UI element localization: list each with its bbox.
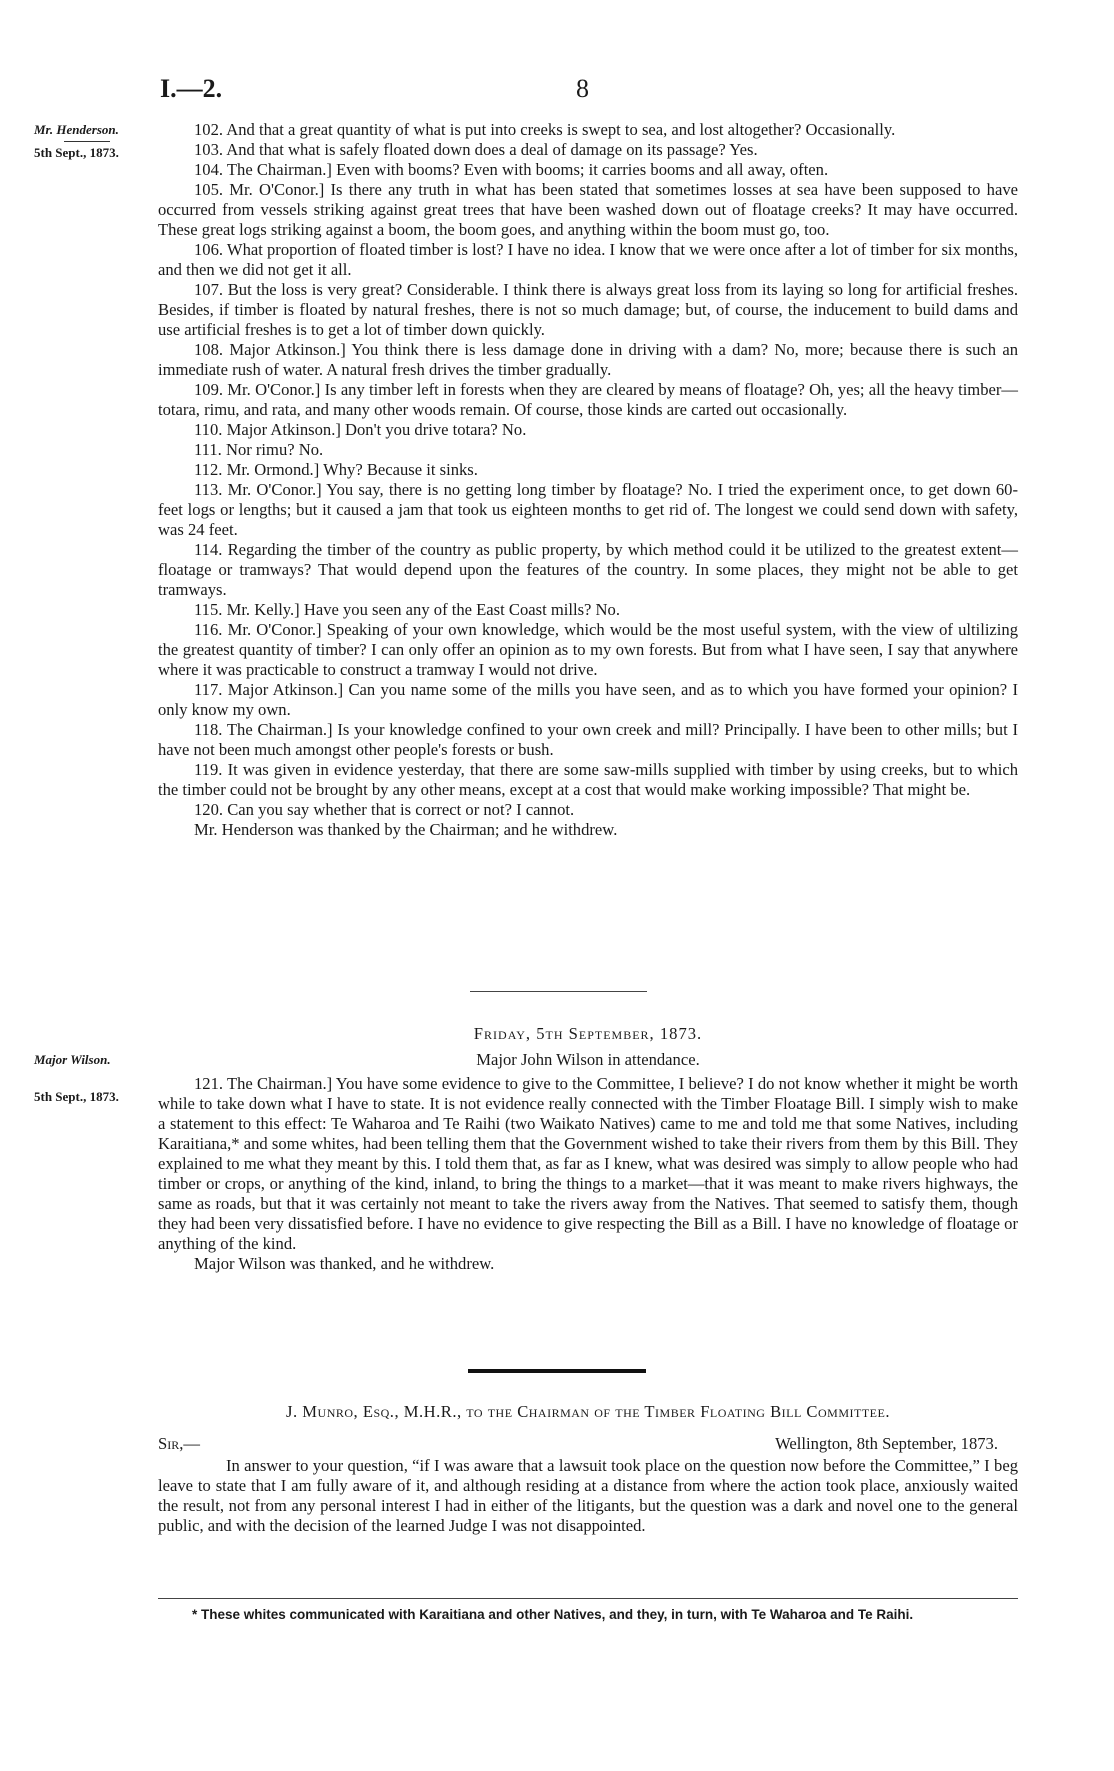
margin-note-date: 5th Sept., 1873.	[34, 145, 119, 160]
paragraph: 103. And that what is safely floated down does a deal of damage on its passage? Yes.	[194, 140, 758, 159]
paragraph: 102. And that a great quantity of what is put into creeks is swept to sea, and lost altogether? Occasionally.	[194, 120, 896, 139]
document-reference: I.—2.	[160, 74, 223, 103]
paragraph: 105. Mr. O'Conor.] Is there any truth in what has been stated that sometimes losses at sea have been supposed to have occurred from vessels striking against great trees that have been washed down out of floatage creeks? It may have occurred. These great logs striking against a boom, the boom goes, and anything within the boom must go, too.	[158, 180, 1018, 239]
munro-letter	[158, 1402, 1018, 1536]
margin-rule	[64, 141, 110, 142]
paragraph: 114. Regarding the timber of the country as public property, by which method could it be utilized to the greatest extent—floatage or tramways? That would depend upon the features of the country. In some places, they might not be able to get tramways.	[158, 540, 1018, 599]
wilson-evidence	[158, 1024, 1018, 1274]
paragraph: 112. Mr. Ormond.] Why? Because it sinks.	[194, 460, 478, 479]
paragraph: 104. The Chairman.] Even with booms? Even with booms; it carries booms and all away, often.	[194, 160, 829, 179]
paragraph: 118. The Chairman.] Is your knowledge confined to your own creek and mill? Principally. I have been to other mills; but I have not been much amongst other people's forests or bush.	[158, 720, 1018, 759]
margin-note-name: Major Wilson.	[34, 1052, 111, 1067]
letter-heading: J. Munro, Esq., M.H.R., to the Chairman of the Timber Floating Bill Committee.	[286, 1402, 890, 1421]
margin-note-henderson	[34, 120, 158, 163]
paragraph: 110. Major Atkinson.] Don't you drive totara? No.	[194, 420, 527, 439]
paragraph: 113. Mr. O'Conor.] You say, there is no getting long timber by floatage? No. I tried the experiment once, to get down 60-feet logs or lengths; but it caused a jam that took us eighteen months to get rid of. The longest we could send down with safety, was 24 feet.	[158, 480, 1018, 539]
paragraph: 107. But the loss is very great? Considerable. I think there is always great loss from its laying so long for artificial freshes. Besides, if timber is floated by natural freshes, there is not so much damage; but, of course, the inducement to build dams and use artificial freshes is to get a lot of timber down quickly.	[158, 280, 1018, 339]
section-divider	[470, 991, 647, 992]
paragraph: 115. Mr. Kelly.] Have you seen any of the East Coast mills? No.	[194, 600, 620, 619]
henderson-evidence	[158, 120, 1018, 840]
paragraph: 111. Nor rimu? No.	[194, 440, 324, 459]
letter-body: In answer to your question, “if I was aware that a lawsuit took place on the question now before the Committee,” I beg leave to state that I am fully aware of it, and although residing at a distance from where the action took place, anxiously waited the result, not from any personal interest I had in either of the litigants, but the question was a dark and novel one to the general public, and with the decision of the learned Judge I was not disappointed.	[158, 1456, 1018, 1535]
section-divider-thick	[468, 1369, 646, 1373]
salutation: Sir,—	[158, 1434, 200, 1453]
paragraph: 120. Can you say whether that is correct or not? I cannot.	[194, 800, 575, 819]
margin-note-date: 5th Sept., 1873.	[34, 1089, 119, 1104]
letter-address-line	[158, 1434, 1018, 1456]
paragraph: 109. Mr. O'Conor.] Is any timber left in forests when they are cleared by means of floatage? Oh, yes; all the heavy timber—totara, rimu, and rata, and many other woods remain. Of course, those kinds are carted out occasionally.	[158, 380, 1018, 419]
footnote: * These whites communicated with Karaitiana and other Natives, and they, in turn, with Te Waharoa and Te Raihi.	[192, 1607, 914, 1622]
attendance-line: Major John Wilson in attendance.	[476, 1050, 700, 1069]
margin-note-wilson	[34, 1050, 158, 1107]
paragraph: 116. Mr. O'Conor.] Speaking of your own knowledge, which would be the most useful system, with the view of ultilizing the greatest quantity of timber? I can only offer an opinion as to my own forests. But from what I have seen, I say that anywhere where it was practicable to construct a tramway I would not drive.	[158, 620, 1018, 679]
paragraph: 117. Major Atkinson.] Can you name some of the mills you have seen, and as to which you have formed your opinion? I only know my own.	[158, 680, 1018, 719]
date-heading: Friday, 5th September, 1873.	[473, 1024, 703, 1043]
paragraph: 108. Major Atkinson.] You think there is less damage done in driving with a dam? No, more; because there is such an immediate rush of water. A natural fresh drives the timber gradually.	[158, 340, 1018, 379]
withdrawal-note: Mr. Henderson was thanked by the Chairman; and he withdrew.	[194, 820, 618, 839]
page-number: 8	[576, 74, 589, 103]
withdrawal-note: Major Wilson was thanked, and he withdrew.	[194, 1254, 495, 1273]
place-date: Wellington, 8th September, 1873.	[775, 1434, 998, 1453]
paragraph: 119. It was given in evidence yesterday, that there are some saw-mills supplied with timber by using creeks, but to which the timber could not be brought by any other means, except at a cost that would make working impossible? That might be.	[158, 760, 1018, 799]
margin-note-name: Mr. Henderson.	[34, 122, 119, 137]
paragraph: 121. The Chairman.] You have some evidence to give to the Committee, I believe? I do not know whether it might be worth while to take down what I have to state. It is not evidence really connected with the Timber Floatage Bill. I simply wish to make a statement to this effect: Te Waharoa and Te Raihi (two Waikato Natives) came to me and told me that some Natives, including Karaitiana,* and some whites, had been telling them that the Government wished to take their rivers from them by this Bill. They explained to me what they meant by this. I told them that, as far as I knew, what was desired was simply to allow people who had timber or crops, or anything of the kind, inland, to bring the things to a market—that it was meant to make rivers highways, the same as roads, but that it was certainly not meant to take the rivers away from the Natives. That seemed to satisfy them, though they had been very dissatisfied before. I have no evidence to give respecting the Bill as a Bill. I have no knowledge of floatage or anything of the kind.	[158, 1074, 1018, 1253]
footnote-rule	[158, 1598, 1018, 1599]
paragraph: 106. What proportion of floated timber is lost? I have no idea. I know that we were once after a lot of timber for six months, and then we did not get it all.	[158, 240, 1018, 279]
